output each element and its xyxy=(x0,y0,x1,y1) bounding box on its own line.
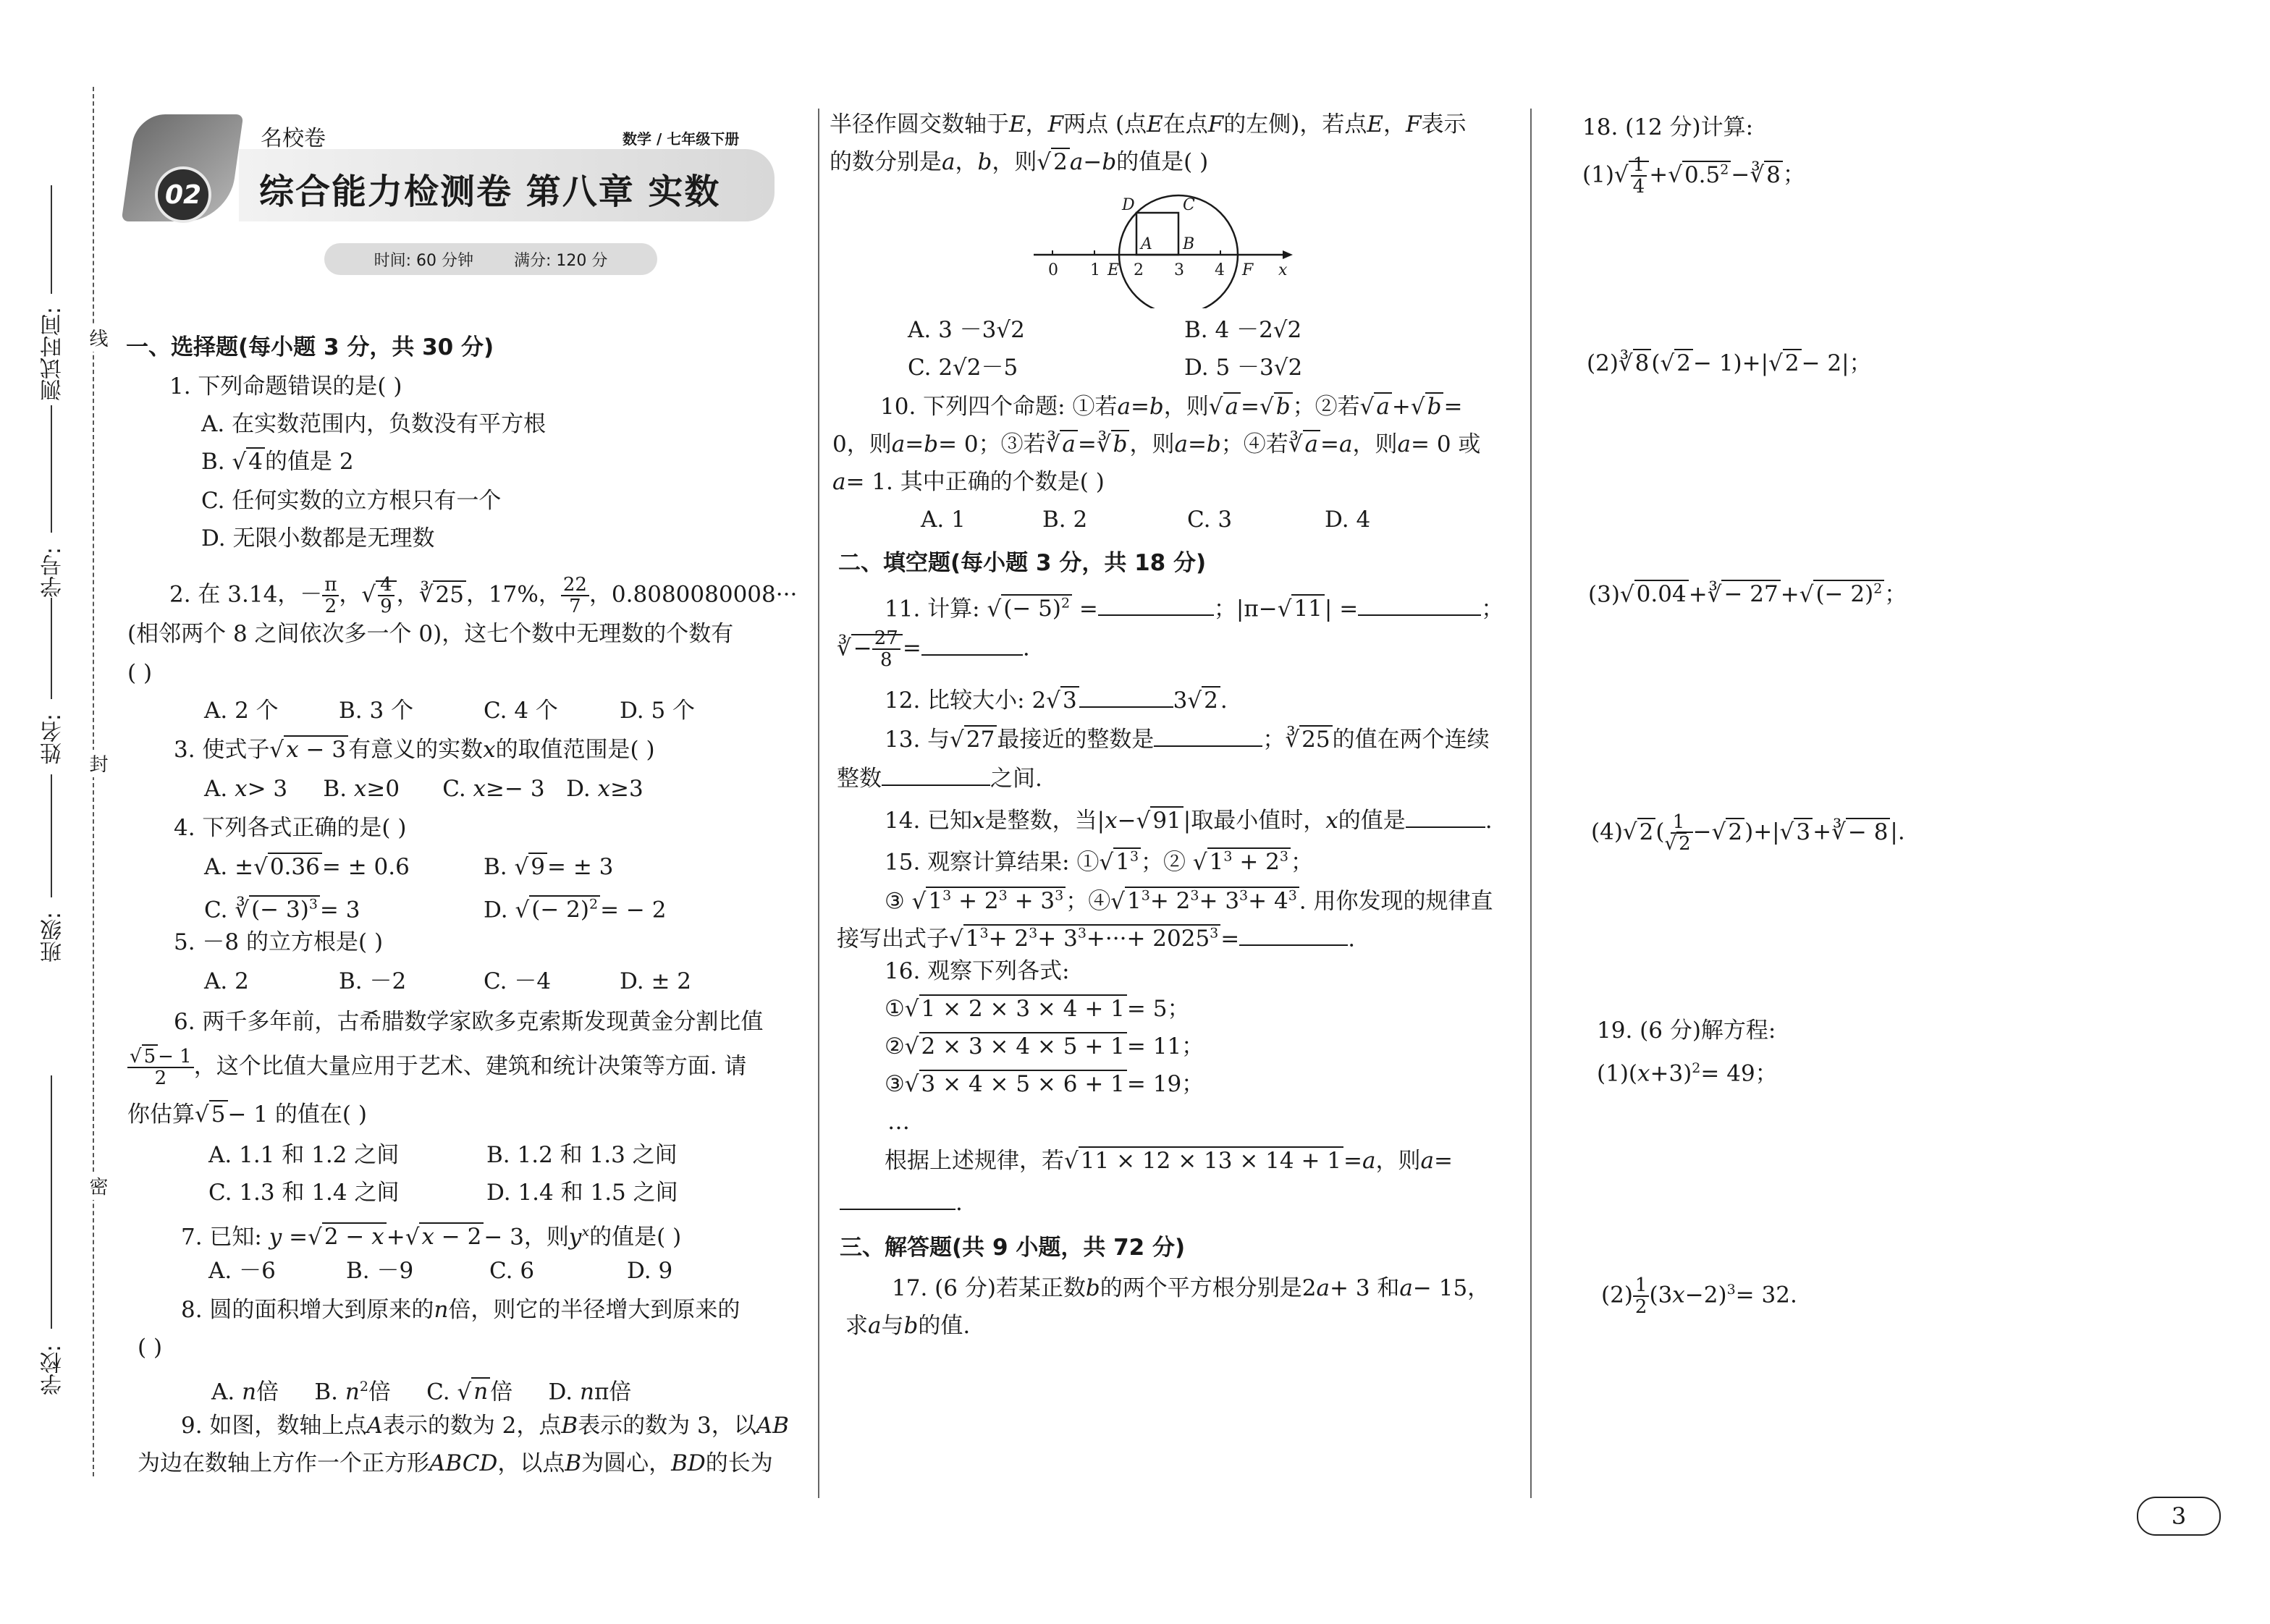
column-divider-1 xyxy=(818,109,819,1498)
section-2-heading: 二、填空题(每小题 3 分，共 18 分) xyxy=(838,550,1207,576)
q5-option-d: D. ± 2 xyxy=(620,968,692,994)
q7-option-b: B. －9 xyxy=(346,1258,414,1284)
q3-stem: 3. 使式子√x − 3有意义的实数x的取值范围是( ) xyxy=(174,737,655,763)
badge xyxy=(129,114,236,221)
q2-line-3: (相邻两个 8 之间依次多一个 0)，这七个数中无理数的个数有 xyxy=(127,621,734,647)
q10-option-d: D. 4 xyxy=(1325,507,1371,533)
q9-number-line-figure xyxy=(1028,185,1303,308)
q13-line-1: 13. 与√27最接近的整数是 ；∛25的值在两个连续 xyxy=(885,724,1490,754)
line-class[interactable] xyxy=(51,774,52,897)
line-name[interactable] xyxy=(51,598,52,699)
q9-line-1: 9. 如图，数轴上点A表示的数为 2，点B表示的数为 3，以AB xyxy=(181,1413,789,1439)
q4-option-a: A. ±√0.36= ± 0.6 xyxy=(204,854,410,880)
line-student-id[interactable] xyxy=(51,405,52,533)
label-student-id: 学号: xyxy=(41,547,66,599)
subject-label: 数学 / 七年级下册 xyxy=(623,130,740,148)
q18-part-3: (3)√0.04+∛− $27+√(- 2)^2$； xyxy=(1588,581,1907,608)
q6-line-3: 你估算√5− 1 的值在( ) xyxy=(127,1101,367,1128)
q11-line-1: 11. 计算: √(− 5)$^2$ = ；|π−√11| = ； xyxy=(885,589,1503,623)
tick-0: 0 xyxy=(1048,261,1058,279)
q6-option-c: C. 1.3 和 1.4 之间 xyxy=(208,1180,400,1206)
q9-line-2: 为边在数轴上方作一个正方形ABCD，以点B为圆心，BD的长为 xyxy=(138,1450,773,1476)
q9-option-d: D. 5 －3√2 xyxy=(1184,355,1303,381)
q4-option-b: B. √9= ± 3 xyxy=(484,854,614,880)
q5-option-a: A. 2 xyxy=(204,968,249,994)
cut-mark-mi: 密 xyxy=(84,1172,111,1200)
q19-stem: 19. (6 分)解方程: xyxy=(1597,1018,1776,1044)
q2-option-a: A. 2 个 xyxy=(204,698,279,724)
label-name: 姓名: xyxy=(41,714,66,765)
q17-line-2: 求a与b的值. xyxy=(845,1313,971,1339)
cut-mark-xian: 线 xyxy=(84,324,111,352)
point-b: B xyxy=(1183,235,1195,253)
point-e: E xyxy=(1107,261,1120,279)
section-1-heading: 一、选择题(每小题 3 分，共 30 分) xyxy=(126,334,494,360)
q5-option-c: C. －4 xyxy=(484,968,552,994)
q7-option-a: A. －6 xyxy=(208,1258,276,1284)
q5-stem: 5. －8 的立方根是( ) xyxy=(174,929,384,955)
label-class: 班级: xyxy=(41,912,66,963)
exam-score: 满分: 120 分 xyxy=(514,251,608,270)
q1-option-c: C. 任何实数的立方根只有一个 xyxy=(201,488,502,514)
q10-option-c: C. 3 xyxy=(1187,507,1233,533)
line-test-time[interactable] xyxy=(51,185,52,294)
q16-eq-3: ③√3 × 4 × 5 × 6 + 1= 19； xyxy=(885,1071,1204,1097)
q10-option-b: B. 2 xyxy=(1042,507,1088,533)
q14-stem: 14. 已知x是整数，当|x−√91|取最小值时，x的值是 . xyxy=(885,805,1493,835)
q2-option-d: D. 5 个 xyxy=(620,698,696,724)
q16-eq-1: ①√1 × 2 × 3 × 4 + 1= 5； xyxy=(885,996,1190,1022)
q1-option-a: A. 在实数范围内，负数没有平方根 xyxy=(201,411,547,437)
q3-options: A. x> 3 B. x≥0 C. x≥− 3 D. x≥3 xyxy=(204,776,644,802)
q2-line-4: ( ) xyxy=(127,660,153,686)
q11-line-2: ∛− $\frac{27}{8}$ = . xyxy=(837,627,1030,671)
q16-eq-2: ②√2 × 3 × 4 × 5 + 1= 11； xyxy=(885,1033,1204,1060)
q2-stem: 2. 在 3.14，－ $\frac{\pi}{2}$ ，√ $\frac{4}{9}$ ，∛25，17%， $\frac{22}{7}$ ，0.8080080008··· xyxy=(169,574,798,617)
binding-dashed-line xyxy=(93,87,94,1476)
q6-line-2: $\frac{√ 5 - 1}{2}$ ，这个比值大量应用于艺术、建筑和统计决策等方面. 请 xyxy=(127,1046,746,1088)
q15-line-1: 15. 观察计算结果: $①√1^3$；② $√1^3 + 2^3$； xyxy=(885,849,1313,876)
series-name: 名校卷 xyxy=(261,126,326,151)
exam-time: 时间: 60 分钟 xyxy=(374,251,473,270)
q16-stem: 16. 观察下列各式: xyxy=(885,958,1070,984)
q13-line-2: 整数 之间. xyxy=(837,763,1042,793)
q18-part-2: (2)∛8(√2− 1)+|√2− 2|； xyxy=(1587,350,1872,376)
q8-line-2: ( ) xyxy=(138,1335,163,1361)
q18-stem: 18. (12 分)计算: xyxy=(1582,114,1754,140)
axis-x-label: x xyxy=(1278,261,1288,279)
q2-option-c: C. 4 个 xyxy=(484,698,558,724)
tick-2: 2 xyxy=(1134,261,1144,279)
q4-option-d: D. √(− 2)$^2$= − 2 xyxy=(484,897,667,923)
tick-3: 3 xyxy=(1174,261,1184,279)
q4-option-c: C. ∛(− 3)$^3$= 3 xyxy=(204,897,360,923)
q1-option-d: D. 无限小数都是无理数 xyxy=(201,525,435,551)
q6-option-d: D. 1.4 和 1.5 之间 xyxy=(486,1180,678,1206)
q7-stem: 7. 已知: y =√2 − x+√x − 2− 3，则$y^x$的值是( ) xyxy=(181,1224,682,1251)
q6-option-b: B. 1.2 和 1.3 之间 xyxy=(486,1142,678,1168)
q10-line-2: 0，则a=b= 0；③若∛a=∛b，则a=b；④若∛a=a，则a= 0 或 xyxy=(832,431,1481,457)
q10-option-a: A. 1 xyxy=(921,507,966,533)
q16-blank: . xyxy=(840,1187,963,1217)
q9-line-3: 半径作圆交数轴于E，F两点 (点E在点F的左侧)，若点E，F表示 xyxy=(830,111,1467,138)
badge-number: 02 xyxy=(155,166,211,223)
line-school[interactable] xyxy=(51,1075,52,1329)
q18-part-4: (4)√2( $\frac{1}{√ 2}$ −√2)+|√3+∛− 8|. xyxy=(1591,811,1905,855)
section-3-heading: 三、解答题(共 9 小题，共 72 分) xyxy=(840,1235,1186,1261)
q16-dots: … xyxy=(887,1109,910,1135)
q10-line-1: 10. 下列四个命题: ①若a=b，则√a=√b；②若√a+√b= xyxy=(880,394,1463,420)
cut-mark-feng: 封 xyxy=(84,750,111,777)
q6-line-1: 6. 两千多年前，古希腊数学家欧多克索斯发现黄金分割比值 xyxy=(174,1009,764,1035)
q1-option-b: B. √4的值是 2 xyxy=(201,449,354,475)
q4-stem: 4. 下列各式正确的是( ) xyxy=(174,815,407,841)
q6-option-a: A. 1.1 和 1.2 之间 xyxy=(208,1142,400,1168)
q7-option-c: C. 6 xyxy=(489,1258,535,1284)
q19-part-1: $(1)(x+3)^2= 49$； xyxy=(1597,1060,1778,1087)
point-f: F xyxy=(1242,261,1254,279)
q8-stem: 8. 圆的面积增大到原来的n倍，则它的半径增大到原来的 xyxy=(181,1297,741,1323)
q15-line-2: ③ $√1^3 + 2^3 + 3^3$；$④√1^3+ 2^3+ 3^3+ 4^3$. 用你发现的规律直 xyxy=(885,888,1493,915)
point-a: A xyxy=(1141,235,1152,253)
label-school: 学校: xyxy=(41,1345,66,1396)
point-d: D xyxy=(1122,196,1135,214)
page-title: 综合能力检测卷 第八章 实数 xyxy=(259,172,721,212)
q7-option-d: D. 9 xyxy=(627,1258,673,1284)
q1-stem: 1. 下列命题错误的是( ) xyxy=(169,373,402,399)
q5-option-b: B. －2 xyxy=(339,968,407,994)
q9-option-b: B. 4 －2√2 xyxy=(1184,317,1302,343)
q8-options: A. n倍 B. $n^2$倍 C. √n倍 D. nπ倍 xyxy=(211,1379,632,1405)
q18-part-1: (1)√ $\frac{1}{4}$ $+√0.5^2-∛8$； xyxy=(1582,154,1805,198)
column-divider-2 xyxy=(1530,109,1532,1498)
page-number: 3 xyxy=(2137,1497,2221,1536)
q2-option-b: B. 3 个 xyxy=(339,698,414,724)
q9-option-c: C. 2√2－5 xyxy=(908,355,1018,381)
q9-line-4: 的数分别是a，b，则√2a−b的值是( ) xyxy=(830,149,1209,175)
tick-4: 4 xyxy=(1215,261,1225,279)
q16-line-rule: 根据上述规律，若√11 × 12 × 13 × 14 + 1=a，则a= xyxy=(885,1148,1453,1174)
q9-option-a: A. 3 －3√2 xyxy=(908,317,1025,343)
q19-part-2: (2) $\frac{1}{2}$ $(3x-2)^3= 32$. xyxy=(1601,1274,1797,1318)
q17-line-1: 17. (6 分)若某正数b的两个平方根分别是2a+ 3 和a− 15， xyxy=(892,1275,1490,1301)
label-test-time: 测试时间: xyxy=(41,307,66,402)
q15-line-3: 接写出式子$√1^3+ 2^3+ 3^3+\cdot\cdot\cdot+ 2025^3=$ . xyxy=(837,919,1355,953)
q12-stem: 12. 比较大小: 2√3 3√2. xyxy=(885,685,1228,715)
tick-1: 1 xyxy=(1090,261,1100,279)
exam-meta xyxy=(324,243,657,275)
point-c: C xyxy=(1183,196,1195,214)
q10-line-3: a= 1. 其中正确的个数是( ) xyxy=(832,469,1105,495)
